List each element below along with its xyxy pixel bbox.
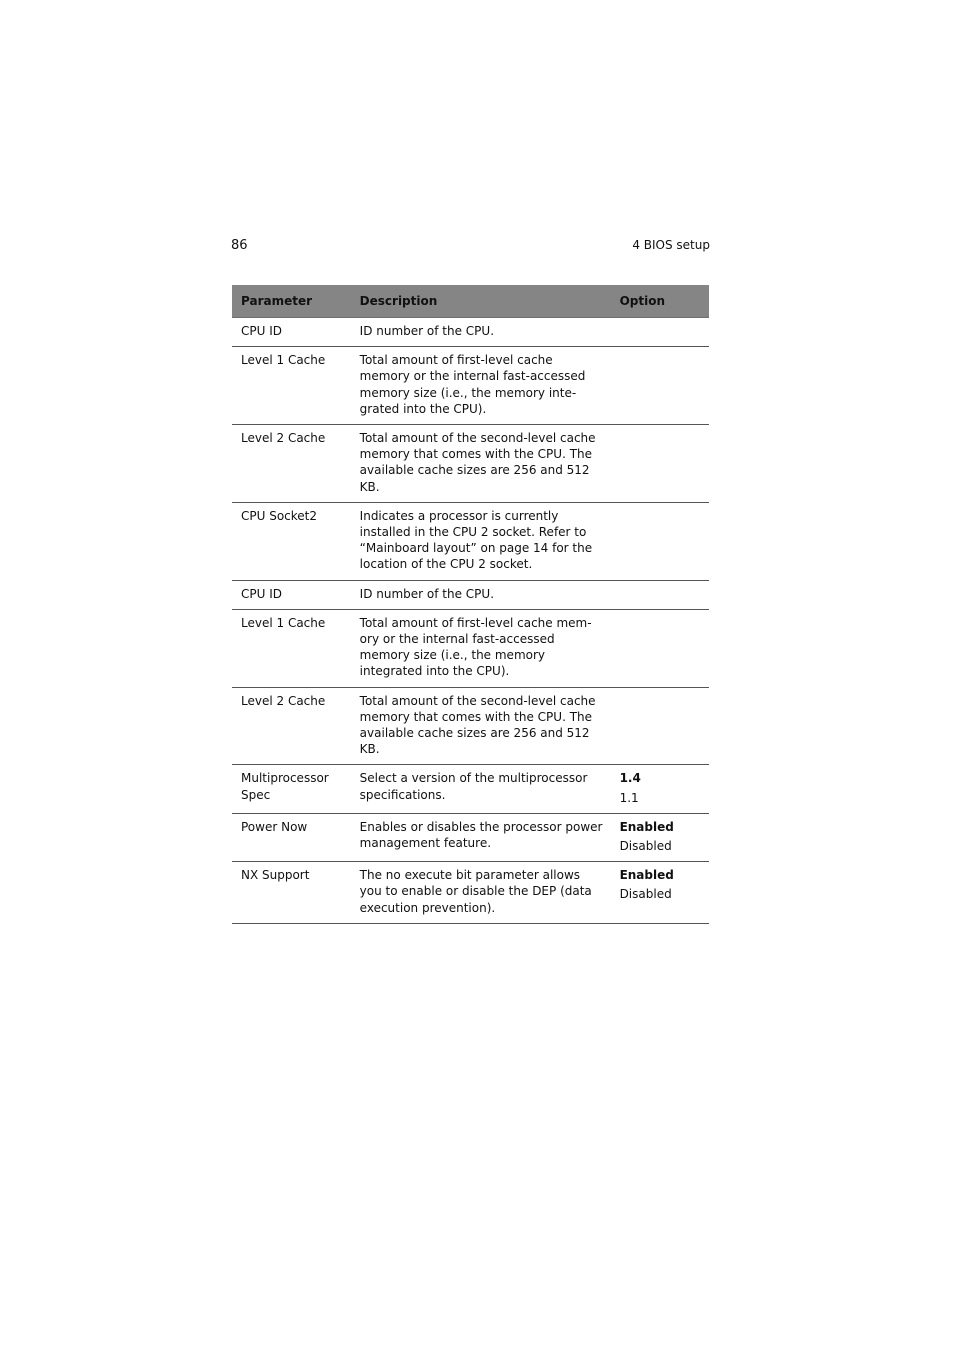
description-cell: ID number of the CPU.: [351, 580, 611, 609]
description-cell: Total amount of first-level cache memory or the internal fast-accessed memory size (i.e., the memory inte-grated into the CPU).: [351, 347, 611, 425]
description-cell: Total amount of the second-level cache memory that comes with the CPU. The available cache sizes are 256 and 512 KB.: [351, 425, 611, 503]
chapter-title: 4 BIOS setup: [632, 238, 710, 252]
table-row: [232, 318, 709, 347]
parameter-cell: Level 1 Cache: [232, 609, 351, 687]
option-cell: [611, 318, 709, 347]
option-value: Disabled: [619, 887, 672, 902]
parameter-cell: CPU ID: [232, 580, 351, 609]
parameter-cell: Level 1 Cache: [232, 347, 351, 425]
table-body: [232, 318, 709, 924]
parameter-cell: Level 2 Cache: [232, 425, 351, 503]
description-cell: Total amount of the second-level cache memory that comes with the CPU. The available cache sizes are 256 and 512 KB.: [351, 687, 611, 765]
parameter-cell: NX Support: [232, 862, 351, 924]
description-cell: Indicates a processor is currently installed in the CPU 2 socket. Refer to “Mainboard layout” on page 14 for the location of the CPU 2 socket.: [351, 502, 611, 580]
description-cell: Select a version of the multiprocessor specifications.: [351, 765, 611, 813]
table-row: [232, 862, 709, 924]
parameter-cell: CPU Socket2: [232, 502, 351, 580]
parameter-cell: Multiprocessor Spec: [232, 765, 351, 813]
table-row: [232, 765, 709, 813]
column-header-description: Description: [351, 285, 611, 318]
column-header-option: Option: [611, 285, 709, 318]
option-cell: [611, 765, 709, 813]
parameter-cell: CPU ID: [232, 318, 351, 347]
bios-parameter-table: [232, 285, 709, 924]
page-number: 86: [231, 238, 248, 253]
column-header-parameter: Parameter: [232, 285, 351, 318]
table-row: [232, 502, 709, 580]
description-cell: Enables or disables the processor power management feature.: [351, 813, 611, 861]
table-row: [232, 687, 709, 765]
description-cell: Total amount of first-level cache mem-ory or the internal fast-accessed memory size (i.e., the memory integrated into the CPU).: [351, 609, 611, 687]
description-cell: ID number of the CPU.: [351, 318, 611, 347]
option-value: Disabled: [619, 839, 672, 854]
option-cell: [611, 609, 709, 687]
table-row: [232, 813, 709, 861]
option-default-value: 1.4: [619, 771, 641, 786]
parameter-cell: Level 2 Cache: [232, 687, 351, 765]
option-default-value: Enabled: [619, 819, 674, 834]
option-cell: [611, 687, 709, 765]
option-cell: [611, 862, 709, 924]
parameter-cell: Power Now: [232, 813, 351, 861]
option-value: 1.1: [619, 790, 639, 805]
option-cell: [611, 813, 709, 861]
option-cell: [611, 425, 709, 503]
table-header-row: [232, 285, 709, 318]
option-cell: [611, 502, 709, 580]
table-row: [232, 609, 709, 687]
table-row: [232, 347, 709, 425]
table-row: [232, 425, 709, 503]
table-row: [232, 580, 709, 609]
option-cell: [611, 580, 709, 609]
option-cell: [611, 347, 709, 425]
description-cell: The no execute bit parameter allows you to enable or disable the DEP (data execution prevention).: [351, 862, 611, 924]
option-default-value: Enabled: [619, 868, 674, 883]
